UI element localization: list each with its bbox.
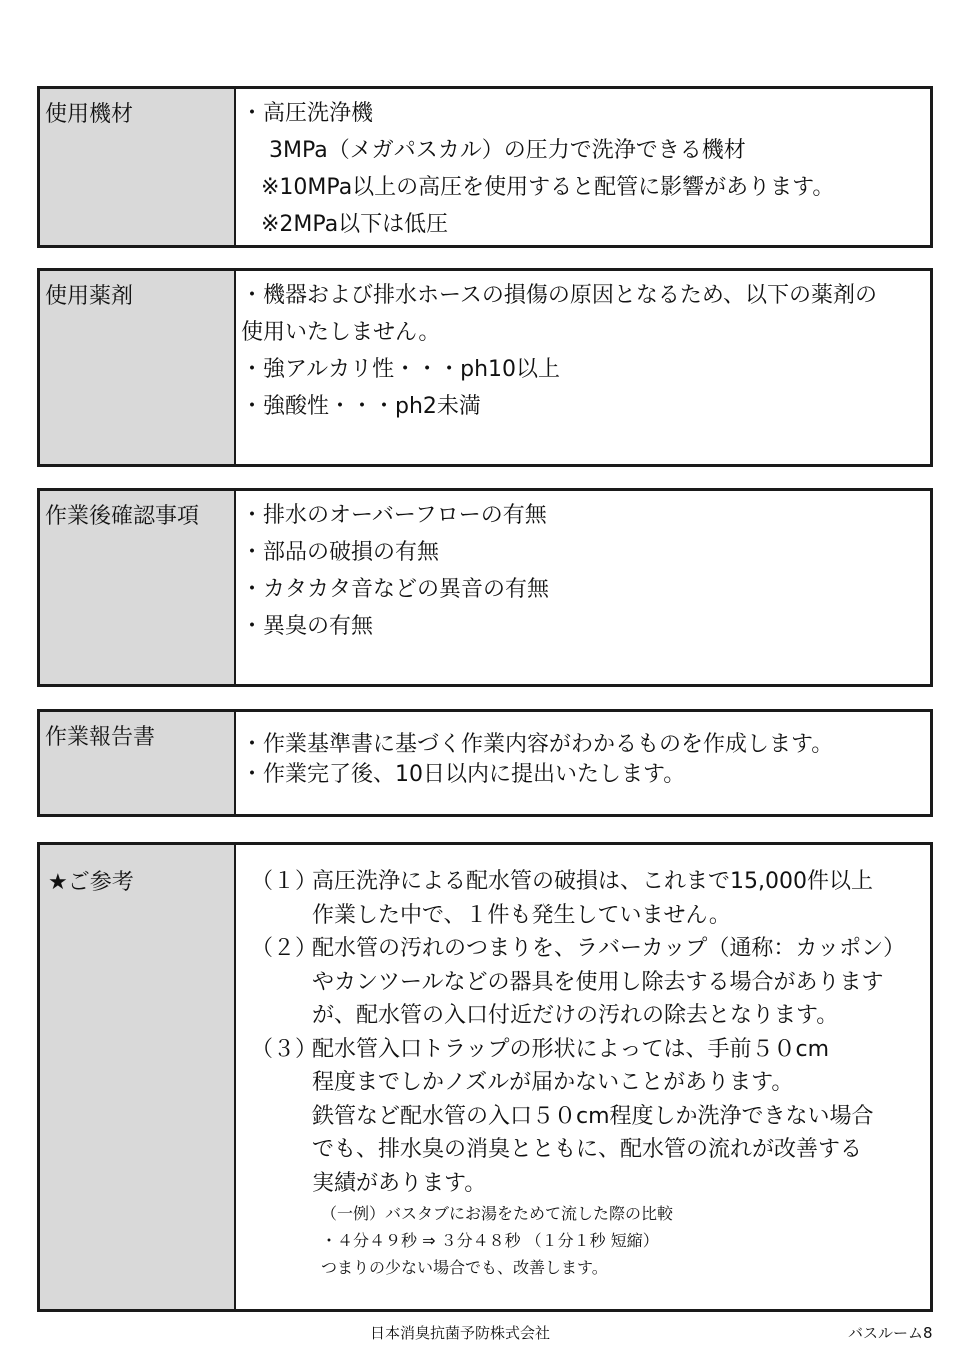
content-line: 使用いたしません。 — [241, 320, 441, 345]
reference-item: （１）高圧洗浄による配水管の破損は、これまで15,000件以上 — [251, 869, 873, 894]
section-label: 作業報告書 — [40, 712, 236, 814]
reference-line: やカンツールなどの器具を使用し除去する場合があります — [312, 969, 884, 995]
reference-line: 鉄管など配水管の入口５０cm程度しか洗浄できない場合 — [312, 1103, 874, 1129]
content-line: ※2MPa以下は低圧 — [261, 212, 449, 237]
footer-page-label: バスルーム8 — [848, 1324, 933, 1342]
reference-note: ・４分４９秒 ⇒ ３分４８秒 （１分１秒 短縮） — [321, 1231, 659, 1250]
content-line: ・高圧洗浄機 — [241, 101, 374, 126]
section-content — [236, 845, 930, 1309]
section-report — [37, 709, 933, 817]
section-label: 使用薬剤 — [40, 271, 236, 464]
content-line: ・作業完了後、10日以内に提出いたします。 — [241, 762, 686, 787]
section-reference — [37, 842, 933, 1312]
reference-note: （一例）バスタブにお湯をためて流した際の比較 — [321, 1204, 674, 1223]
section-post-check — [37, 488, 933, 687]
section-content — [236, 89, 930, 245]
reference-item: （２）配水管の汚れのつまりを、ラバーカップ（通称：カッポン） — [251, 936, 906, 961]
section-content — [236, 271, 930, 464]
content-line: ※10MPa以上の高圧を使用すると配管に影響があります。 — [261, 175, 835, 200]
section-chemicals — [37, 268, 933, 467]
content-line: ・部品の破損の有無 — [241, 540, 440, 565]
section-label: 作業後確認事項 — [40, 491, 236, 684]
reference-line: 程度までしかノズルが届かないことがあります。 — [312, 1070, 794, 1095]
reference-note: つまりの少ない場合でも、改善します。 — [321, 1258, 608, 1277]
reference-line: が、配水管の入口付近だけの汚れの除去となります。 — [312, 1003, 839, 1028]
reference-item: （３）配水管入口トラップの形状によっては、手前５０cm — [251, 1036, 830, 1062]
content-line: ・強酸性・・・ph2未満 — [241, 394, 481, 419]
section-label: 使用機材 — [40, 89, 236, 245]
content-line: ・カタカタ音などの異音の有無 — [241, 577, 550, 602]
content-line: ・作業基準書に基づく作業内容がわかるものを作成します。 — [241, 732, 834, 757]
section-content — [236, 712, 930, 814]
content-line: ・強アルカリ性・・・ph10以上 — [241, 357, 561, 382]
section-content — [236, 491, 930, 684]
reference-line: 実績があります。 — [312, 1170, 487, 1196]
section-label: ★ご参考 — [40, 845, 236, 1309]
reference-line: でも、排水臭の消臭とともに、配水管の流れが改善する — [312, 1137, 863, 1162]
content-line: 3MPa（メガパスカル）の圧力で洗浄できる機材 — [269, 138, 746, 163]
reference-line: 作業した中で、１件も発生していません。 — [312, 902, 731, 928]
content-line: ・排水のオーバーフローの有無 — [241, 503, 547, 528]
content-line: ・異臭の有無 — [241, 614, 374, 639]
footer-company: 日本消臭抗菌予防株式会社 — [370, 1324, 551, 1342]
section-equipment — [37, 86, 933, 248]
content-line: ・機器および排水ホースの損傷の原因となるため、以下の薬剤の — [241, 283, 878, 308]
